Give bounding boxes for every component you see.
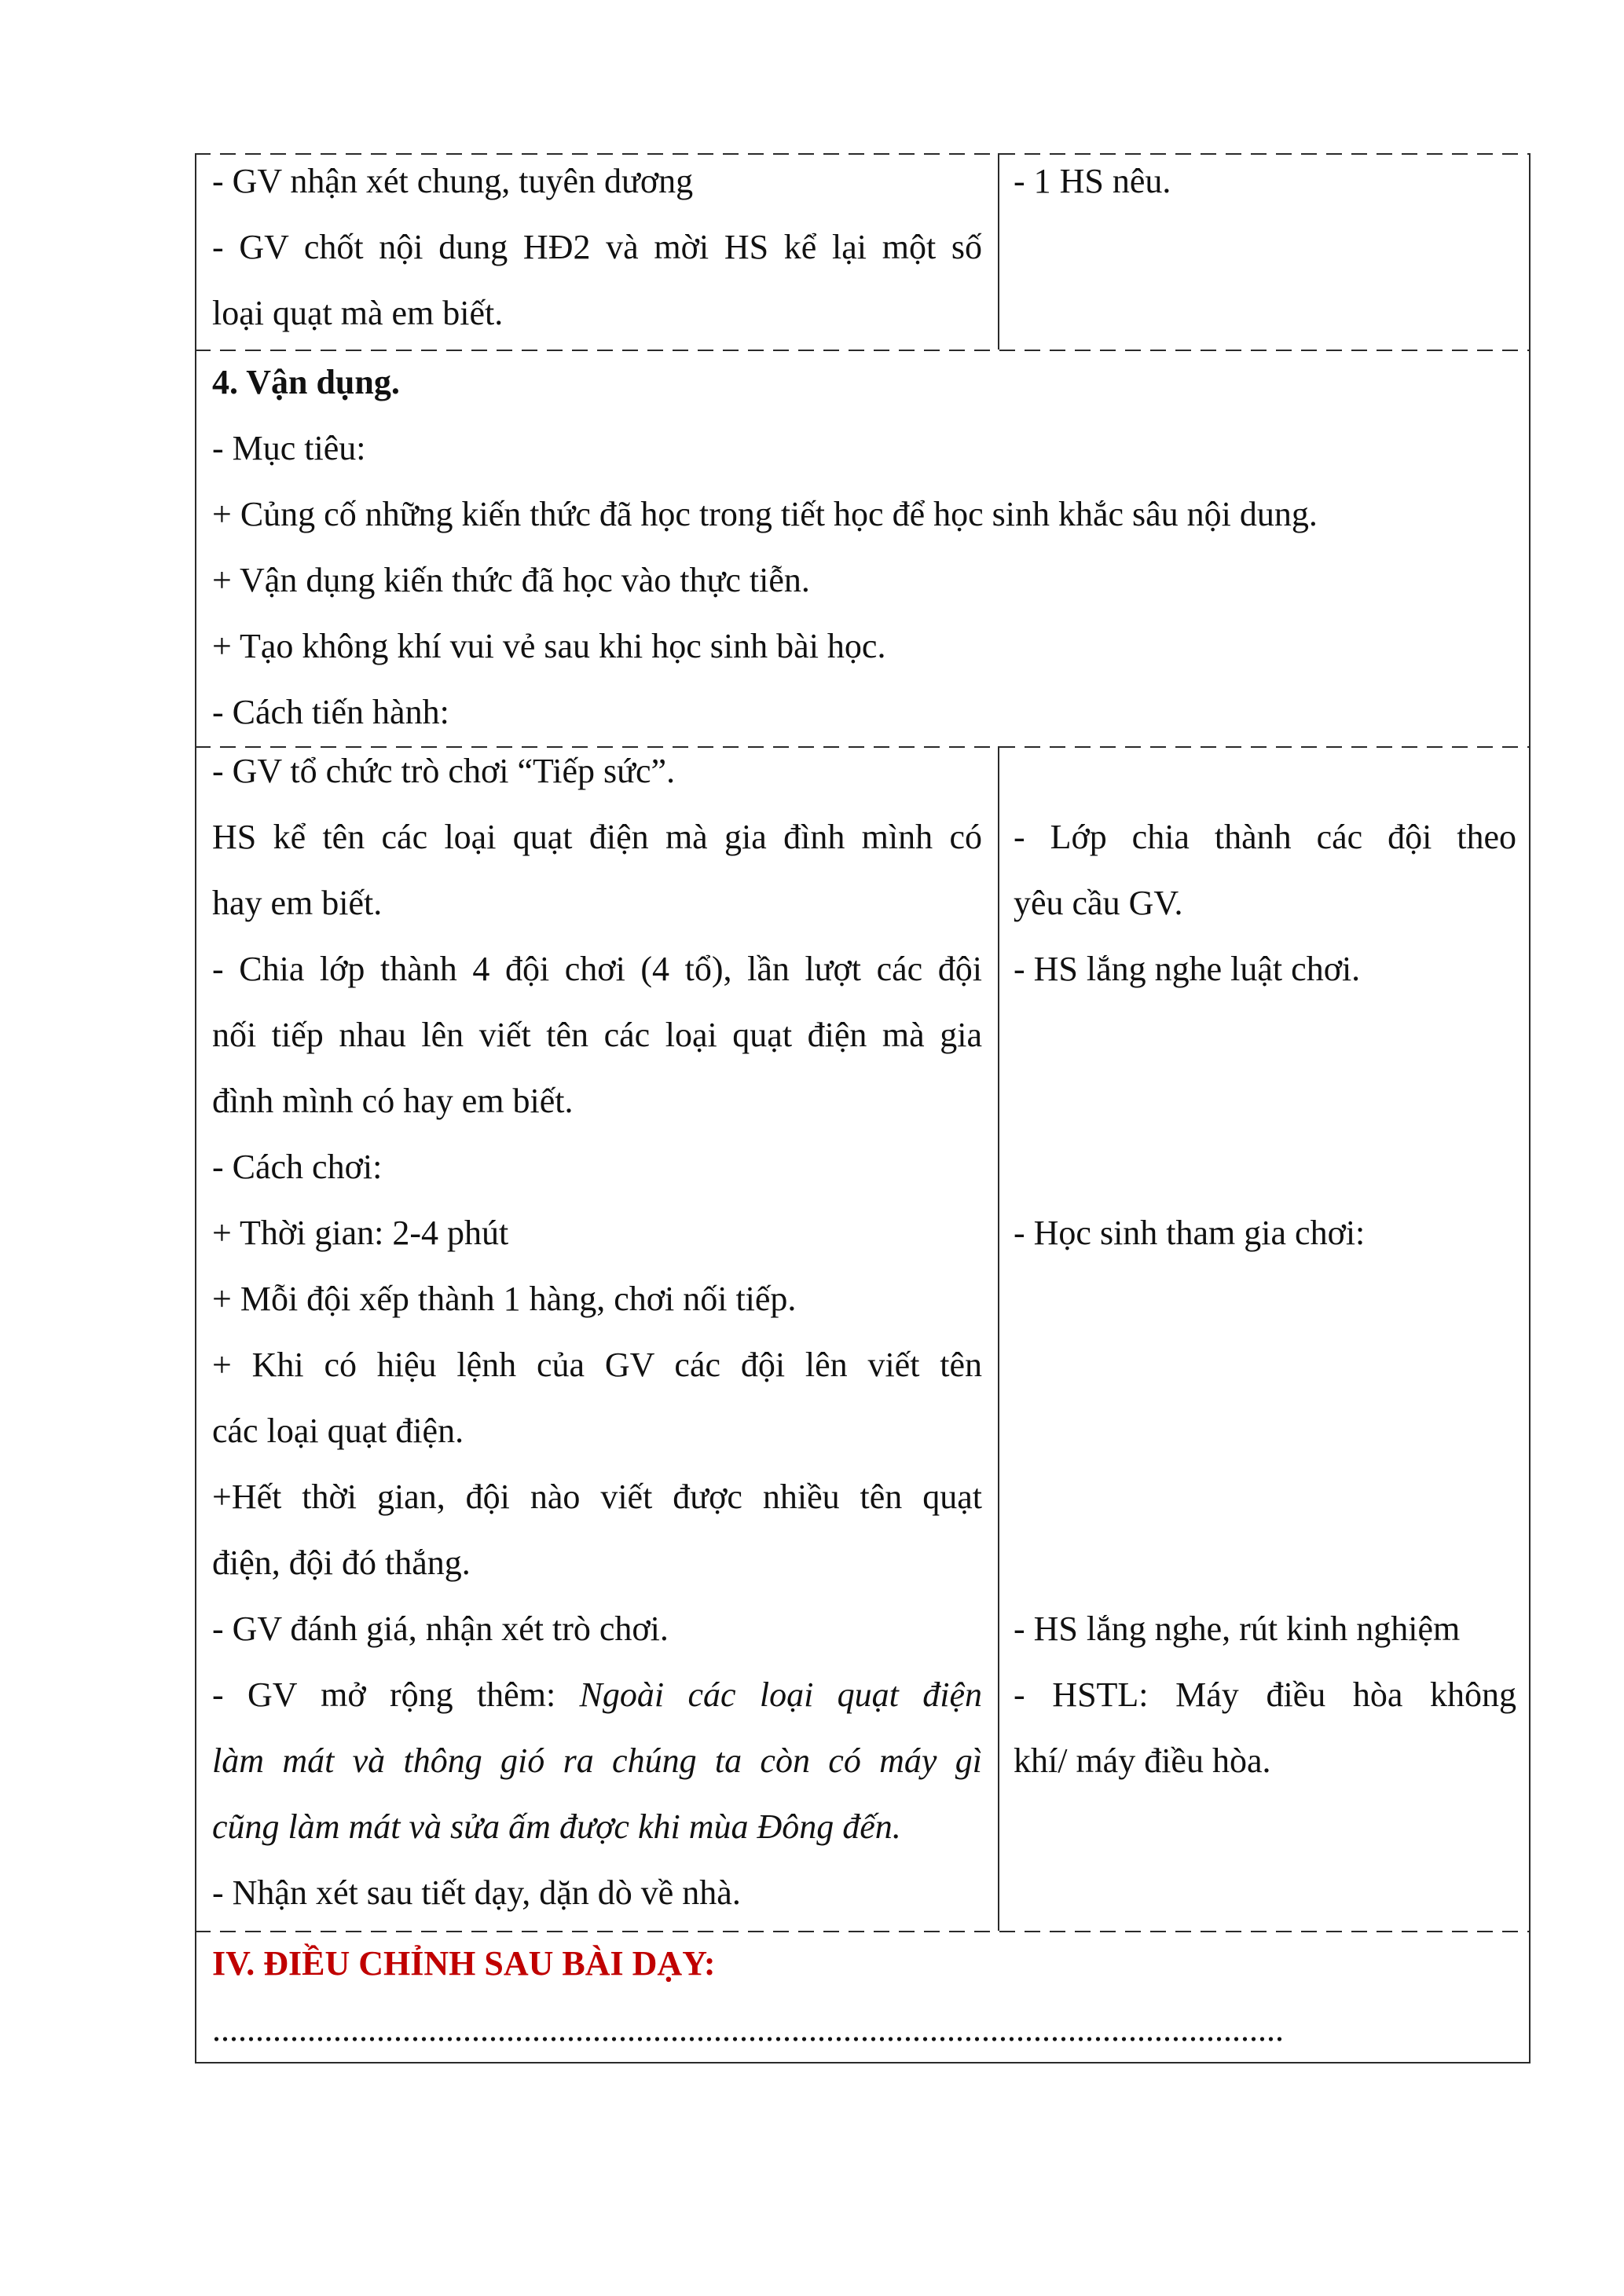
text-line: điện, đội đó thắng. <box>212 1543 471 1582</box>
text-line: nối tiếp nhau lên viết tên các loại quạt điện mà gia <box>212 1016 982 1054</box>
text-line: + Mỗi đội xếp thành 1 hàng, chơi nối tiếp. <box>212 1280 797 1318</box>
text-line <box>212 1662 982 1728</box>
text-line: - Mục tiêu: <box>212 429 366 467</box>
column-divider <box>998 746 999 1931</box>
row3-right-cell <box>1014 804 1516 1794</box>
text-line: - GV tổ chức trò chơi “Tiếp sức”. <box>212 752 676 790</box>
text-line: + Khi có hiệu lệnh của GV các đội lên viết tên <box>212 1346 982 1384</box>
text-line: + Vận dụng kiến thức đã học vào thực tiễn. <box>212 561 810 599</box>
text-line: - GV đánh giá, nhận xét trò chơi. <box>212 1609 669 1648</box>
column-divider <box>998 153 999 350</box>
text-line: cũng làm mát và sửa ấm được khi mùa Đông đến. <box>212 1807 901 1846</box>
text-line: khí/ máy điều hòa. <box>1014 1741 1271 1780</box>
text-line: - GV chốt nội dung HĐ2 và mời HS kể lại một số <box>212 228 982 266</box>
dotted-line: ............................................................................................................................ <box>212 2010 1284 2049</box>
section-heading: 4. Vận dụng. <box>212 363 400 401</box>
text-line: - Học sinh tham gia chơi: <box>1014 1214 1366 1252</box>
text-line: - Cách tiến hành: <box>212 693 449 731</box>
text-line: - Nhận xét sau tiết dạy, dặn dò về nhà. <box>212 1873 741 1912</box>
text-line: - Lớp chia thành các đội theo <box>1014 818 1516 856</box>
text-line: +Hết thời gian, đội nào viết được nhiều tên quạt <box>212 1478 982 1516</box>
extend-italic: Ngoài các loại quạt điện <box>579 1675 982 1714</box>
row1-left-cell <box>212 148 982 346</box>
text-line: - GV nhận xét chung, tuyên dương <box>212 162 694 200</box>
text-line: - 1 HS nêu. <box>1014 162 1171 200</box>
text-line: loại quạt mà em biết. <box>212 294 504 332</box>
section-heading: IV. ĐIỀU CHỈNH SAU BÀI DẠY: <box>212 1944 716 1983</box>
text-line: HS kể tên các loại quạt điện mà gia đình mình có <box>212 818 982 856</box>
text-line: + Tạo không khí vui vẻ sau khi học sinh bài học. <box>212 627 886 665</box>
text-line: - Chia lớp thành 4 đội chơi (4 tổ), lần lượt các đội <box>212 950 982 988</box>
text-line: - Cách chơi: <box>212 1148 383 1186</box>
text-line: hay em biết. <box>212 884 383 922</box>
section4-cell <box>212 350 1516 745</box>
text-line: các loại quạt điện. <box>212 1412 464 1450</box>
extend-prefix: - GV mở rộng thêm: <box>212 1675 580 1714</box>
text-line: + Củng cố những kiến thức đã học trong tiết học để học sinh khắc sâu nội dung. <box>212 495 1318 533</box>
text-line: + Thời gian: 2-4 phút <box>212 1214 509 1252</box>
lesson-table <box>195 153 1531 2063</box>
text-line: - HS lắng nghe, rút kinh nghiệm <box>1014 1609 1461 1648</box>
section-iv-cell <box>212 1931 1516 2063</box>
text-line: - HSTL: Máy điều hòa không <box>1014 1675 1516 1714</box>
text-line: - HS lắng nghe luật chơi. <box>1014 950 1361 988</box>
text-line: đình mình có hay em biết. <box>212 1082 574 1120</box>
text-line: làm mát và thông gió ra chúng ta còn có máy gì <box>212 1741 982 1780</box>
row1-right-cell <box>1014 148 1516 214</box>
row3-left-cell <box>212 738 982 1926</box>
text-line: yêu cầu GV. <box>1014 884 1183 922</box>
